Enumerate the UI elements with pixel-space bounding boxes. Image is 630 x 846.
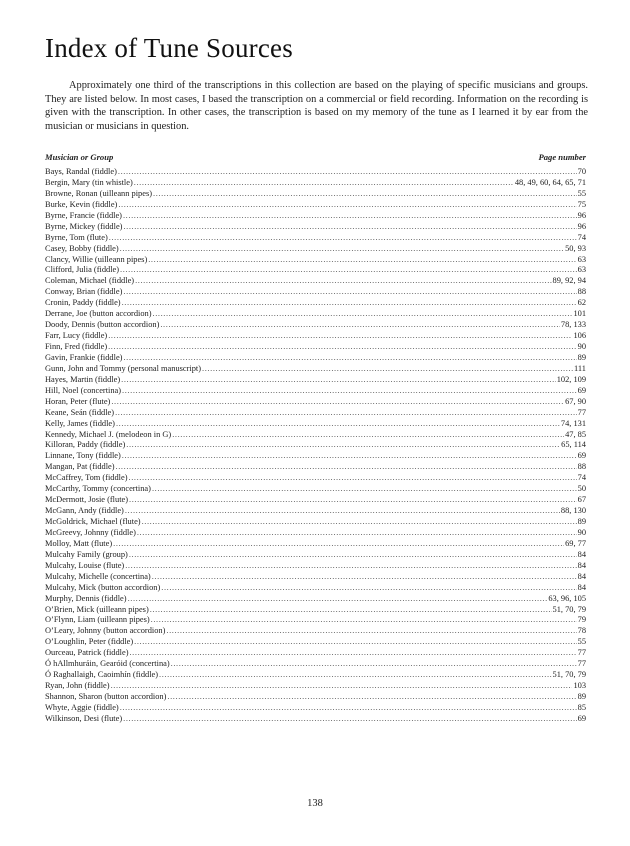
- index-entry-name: Murphy, Dennis (fiddle): [45, 593, 127, 603]
- dot-leader: [128, 594, 548, 605]
- index-entry-name: Killoran, Paddy (fiddle): [45, 440, 126, 450]
- intro-paragraph: Approximately one third of the transcriptions in this collection are based on the playing of specific musicians and groups. They are listed below. In most cases, I based the transcription on a commercial or field recording. Information on the recording is given with the transcription. In other cases, the transcription is based on my memory of the tune as I learned it by ear from the musician or musicians in question.: [45, 80, 588, 132]
- index-entry: [45, 287, 586, 298]
- index-entry-pages: 77: [577, 659, 586, 669]
- index-entry: [45, 484, 586, 495]
- index-entry-name: Bays, Randal (fiddle): [45, 167, 117, 176]
- index-entry-pages: 102, 109: [556, 374, 586, 384]
- dot-leader: [126, 440, 560, 451]
- index-entry-name: McGreevy, Johnny (fiddle): [45, 527, 136, 537]
- index-entry-name: Keane, Seán (fiddle): [45, 407, 115, 417]
- index-entry-pages: 75: [577, 199, 586, 209]
- index-entry-name: Gavin, Frankie (fiddle): [45, 352, 123, 362]
- index-entry-name: Mulcahy, Mick (button accordion): [45, 582, 161, 592]
- index-entry: [45, 440, 586, 451]
- index-entry-pages: 89: [577, 517, 586, 526]
- dot-leader: [122, 298, 577, 309]
- index-entry-pages: 63, 96, 105: [548, 593, 586, 603]
- index-entry-pages: 89, 92, 94: [552, 276, 586, 286]
- index-entry: [45, 298, 586, 309]
- index-entry-pages: 74, 131: [560, 418, 586, 428]
- index-entry: [45, 309, 586, 320]
- index-entry-pages: 67, 90: [565, 396, 586, 406]
- index-entry-name: Casey, Bobby (fiddle): [45, 243, 119, 253]
- index-entry-pages: 69: [577, 713, 586, 723]
- index-entry: [45, 451, 586, 462]
- index-entry: [45, 211, 586, 222]
- dot-leader: [161, 583, 576, 594]
- index-entry: [45, 550, 586, 561]
- index-entry: [45, 222, 586, 233]
- dot-leader: [150, 605, 552, 616]
- dot-leader: [123, 222, 576, 233]
- index-entry: [45, 561, 586, 572]
- index-entry-name: Whyte, Aggie (fiddle): [45, 702, 119, 712]
- index-entry: [45, 637, 586, 648]
- dot-leader: [129, 495, 577, 506]
- index-entry-pages: 78, 133: [560, 320, 586, 330]
- dot-leader: [125, 561, 576, 572]
- index-entry: [45, 167, 586, 178]
- index-entry-name: Finn, Fred (fiddle): [45, 342, 108, 351]
- index-entry-pages: 77: [577, 407, 586, 417]
- index-entry: [45, 583, 586, 594]
- dot-leader: [172, 430, 564, 441]
- index-entry: [45, 178, 586, 189]
- index-entry-pages: 50, 93: [565, 243, 586, 253]
- dot-leader: [108, 342, 577, 353]
- page-title: Index of Tune Sources: [45, 33, 293, 63]
- index-entry-pages: 74: [577, 473, 586, 483]
- index-entry: [45, 626, 586, 637]
- index-entry-name: McGoldrick, Michael (flute): [45, 517, 141, 526]
- index-entry-name: Burke, Kevin (fiddle): [45, 199, 118, 209]
- dot-leader: [116, 462, 577, 473]
- index-entry-name: Coleman, Michael (fiddle): [45, 276, 135, 286]
- dot-leader: [122, 451, 577, 462]
- index-entry: [45, 244, 586, 255]
- index-entry-name: Molloy, Matt (flute): [45, 538, 113, 548]
- index-entry-pages: 84: [577, 549, 586, 559]
- index-entry: [45, 375, 586, 386]
- index-entry-name: Conway, Brian (fiddle): [45, 287, 123, 297]
- index-entry-name: O’Brien, Mick (uilleann pipes): [45, 604, 149, 614]
- dot-leader: [202, 364, 573, 375]
- dot-leader: [134, 637, 576, 648]
- index-entry: [45, 331, 586, 342]
- index-entry: [45, 408, 586, 419]
- index-entry: [45, 539, 586, 550]
- dot-leader: [151, 615, 577, 626]
- index-entry-pages: 96: [577, 210, 586, 220]
- dot-leader: [152, 572, 577, 583]
- index-entry-pages: 55: [577, 188, 586, 198]
- index-entry-pages: 88: [577, 287, 586, 297]
- index-entry-pages: 63: [577, 254, 586, 264]
- index-entry-name: Clifford, Julia (fiddle): [45, 265, 120, 275]
- index-entry-name: McDermott, Josie (flute): [45, 495, 129, 505]
- dot-leader: [152, 484, 577, 495]
- index-entry-pages: 79: [577, 615, 586, 625]
- dot-leader: [121, 375, 556, 386]
- dot-leader: [142, 517, 577, 528]
- index-entry: [45, 419, 586, 430]
- index-entry-name: Bergin, Mary (tin whistle): [45, 177, 133, 187]
- index-entry-name: Hayes, Martin (fiddle): [45, 374, 121, 384]
- index-entry-pages: 96: [577, 221, 586, 231]
- index-entry-pages: 48, 49, 60, 64, 65, 71: [514, 177, 586, 187]
- index-entry: [45, 517, 586, 528]
- index-entry: [45, 265, 586, 276]
- index-entry-pages: 63: [577, 265, 586, 275]
- index-entry-pages: 47, 85: [565, 429, 586, 439]
- index-entry: [45, 473, 586, 484]
- index-entry-name: Shannon, Sharon (button accordion): [45, 692, 167, 701]
- index-entry-name: Ó Raghallaigh, Caoimhín (fiddle): [45, 670, 159, 680]
- index-entry-name: O’Flynn, Liam (uilleann pipes): [45, 615, 150, 625]
- index-entry-pages: 85: [577, 702, 586, 712]
- dot-leader: [135, 276, 551, 287]
- index-entry: [45, 615, 586, 626]
- index-entry: [45, 670, 586, 681]
- index-entry-name: Ryan, John (fiddle): [45, 681, 110, 691]
- index-entry-name: Byrne, Francie (fiddle): [45, 210, 122, 220]
- dot-leader: [171, 659, 577, 670]
- index-entry-name: Ó hAllmhuráin, Gearóid (concertina): [45, 659, 170, 669]
- index-entry-pages: 51, 70, 79: [552, 670, 586, 680]
- index-entry-name: Gunn, John and Tommy (personal manuscript): [45, 363, 202, 373]
- index-entry: [45, 386, 586, 397]
- index-entry: [45, 255, 586, 266]
- dot-leader: [125, 506, 560, 517]
- index-entry-pages: 111: [574, 363, 586, 373]
- index-entry-pages: 55: [577, 637, 586, 647]
- index-entry: [45, 528, 586, 539]
- index-entry-name: Mangan, Pat (fiddle): [45, 462, 115, 472]
- index-entry: [45, 594, 586, 605]
- dot-leader: [111, 681, 573, 692]
- dot-leader: [113, 539, 564, 550]
- dot-leader: [108, 331, 572, 342]
- dot-leader: [123, 714, 577, 725]
- index-entry-pages: 50: [577, 484, 586, 494]
- dot-leader: [118, 167, 577, 178]
- dot-leader: [111, 397, 564, 408]
- dot-leader: [148, 255, 576, 266]
- index-entry: [45, 648, 586, 659]
- index-entry-name: O’Leary, Johnny (button accordion): [45, 626, 166, 636]
- index-entry-name: McGann, Andy (fiddle): [45, 506, 124, 516]
- index-entry: [45, 397, 586, 408]
- dot-leader: [123, 353, 576, 364]
- index-entry: [45, 692, 586, 703]
- index-entry-pages: 69: [577, 385, 586, 395]
- index-entry: [45, 200, 586, 211]
- index-entry-pages: 88: [577, 462, 586, 472]
- index-entry: [45, 342, 586, 353]
- index-header-page-number: Page number: [538, 152, 586, 162]
- index-entry-name: Kennedy, Michael J. (melodeon in G): [45, 429, 172, 439]
- index-entry-pages: 88, 130: [560, 506, 586, 516]
- index-entry-name: Doody, Dennis (button accordion): [45, 320, 160, 330]
- index-entry-name: Kelly, James (fiddle): [45, 418, 115, 428]
- dot-leader: [120, 244, 564, 255]
- index-entry: [45, 189, 586, 200]
- index-entry-pages: 84: [577, 571, 586, 581]
- index-entry: [45, 506, 586, 517]
- index-entry: [45, 572, 586, 583]
- index-entry-name: Byrne, Mickey (fiddle): [45, 221, 123, 231]
- dot-leader: [153, 309, 573, 320]
- index-entry-name: Mulcahy Family (group): [45, 549, 128, 559]
- index-entry-name: McCaffrey, Tom (fiddle): [45, 473, 128, 483]
- index-entry-pages: 84: [577, 582, 586, 592]
- index-entry-pages: 84: [577, 560, 586, 570]
- index-entry-name: Mulcahy, Louise (flute): [45, 560, 125, 570]
- index-entry-name: Derrane, Joe (button accordion): [45, 309, 152, 319]
- dot-leader: [137, 528, 577, 539]
- index-entry: [45, 320, 586, 331]
- index-entry-pages: 77: [577, 648, 586, 658]
- dot-leader: [115, 408, 577, 419]
- index-entry: [45, 495, 586, 506]
- dot-leader: [123, 211, 577, 222]
- index-entry-name: Browne, Ronan (uilleann pipes): [45, 188, 152, 198]
- dot-leader: [120, 703, 577, 714]
- index-entry-name: Clancy, Willie (uilleann pipes): [45, 254, 148, 264]
- index-header: [45, 151, 586, 164]
- index-entry-pages: 103: [573, 681, 586, 691]
- index-entry-name: Wilkinson, Desi (flute): [45, 713, 123, 723]
- index-entry: [45, 233, 586, 244]
- index-entry: [45, 605, 586, 616]
- index-entry-pages: 67: [577, 495, 586, 505]
- dot-leader: [129, 550, 577, 561]
- dot-leader: [129, 473, 577, 484]
- index-entry: [45, 353, 586, 364]
- page-number: 138: [307, 798, 323, 809]
- index-header-musician: Musician or Group: [45, 152, 114, 162]
- index-entry: [45, 714, 586, 725]
- index-entry-name: Linnane, Tony (fiddle): [45, 451, 121, 461]
- index-entry-pages: 51, 70, 79: [552, 604, 586, 614]
- index-entry-name: McCarthy, Tommy (concertina): [45, 484, 151, 494]
- index-entry: [45, 462, 586, 473]
- index-entry-name: Byrne, Tom (flute): [45, 232, 108, 242]
- index-entry-pages: 74: [577, 232, 586, 242]
- index-entry-name: Hill, Noel (concertina): [45, 385, 122, 395]
- index-entry-name: Mulcahy, Michelle (concertina): [45, 571, 151, 581]
- index-entry: [45, 681, 586, 692]
- index-entry-pages: 65, 114: [561, 440, 586, 450]
- index-entry-pages: 69, 77: [565, 538, 586, 548]
- index-entry-pages: 89: [577, 352, 586, 362]
- dot-leader: [134, 178, 514, 189]
- index-entry: [45, 659, 586, 670]
- dot-leader: [159, 670, 551, 681]
- dot-leader: [118, 200, 576, 211]
- index-entry-pages: 70: [577, 167, 586, 176]
- dot-leader: [123, 287, 576, 298]
- dot-leader: [109, 233, 577, 244]
- index-entry: [45, 430, 586, 441]
- dot-leader: [153, 189, 577, 200]
- dot-leader: [122, 386, 577, 397]
- index-entry: [45, 276, 586, 287]
- index-entry-name: Cronin, Paddy (fiddle): [45, 298, 121, 308]
- index-entry-pages: 69: [577, 451, 586, 461]
- index-entry-pages: 90: [577, 527, 586, 537]
- index-entry-pages: 62: [577, 298, 586, 308]
- index-entry-name: Farr, Lucy (fiddle): [45, 331, 108, 341]
- index-entry-name: O’Loughlin, Peter (fiddle): [45, 637, 134, 647]
- index-entry: [45, 364, 586, 375]
- index-entry-pages: 78: [577, 626, 586, 636]
- index-entry: [45, 703, 586, 714]
- index-entry-pages: 106: [573, 331, 586, 341]
- index-entry-pages: 90: [577, 342, 586, 351]
- index-entry-pages: 101: [573, 309, 586, 319]
- index-entry-name: Horan, Peter (flute): [45, 396, 111, 406]
- dot-leader: [160, 320, 560, 331]
- dot-leader: [166, 626, 576, 637]
- dot-leader: [116, 419, 560, 430]
- index-entry-pages: 89: [577, 692, 586, 701]
- index-list: [45, 167, 586, 725]
- dot-leader: [129, 648, 576, 659]
- index-entry-name: Ourceau, Patrick (fiddle): [45, 648, 129, 658]
- dot-leader: [120, 265, 577, 276]
- dot-leader: [167, 692, 576, 703]
